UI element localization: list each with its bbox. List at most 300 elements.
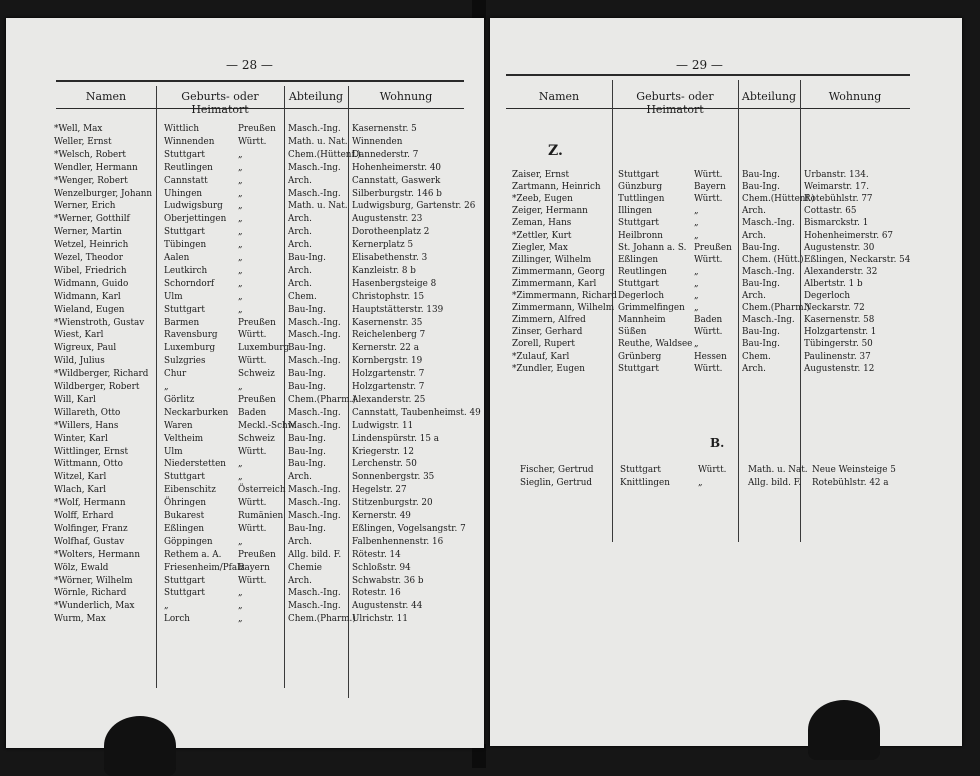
header-rule-top <box>56 80 464 82</box>
cell-residence: Cottastr. 65 <box>804 206 857 217</box>
cell-department: Chem.(Hüttenf.) <box>288 149 361 160</box>
cell-department: Masch.-Ing. <box>288 317 341 328</box>
cell-name: Wildberger, Robert <box>54 382 140 392</box>
cell-name: Wendler, Hermann <box>54 162 138 173</box>
cell-name: Zartmann, Heinrich <box>512 182 601 193</box>
cell-department: Arch. <box>742 363 766 374</box>
cell-residence: Cannstatt, Taubenheimst. 49 <box>352 407 481 418</box>
cell-residence: Lerchenstr. 50 <box>352 459 417 470</box>
cell-residence: Holzgartenstr. 1 <box>804 327 877 338</box>
cell-state: „ <box>694 230 699 241</box>
cell-residence: Schloßstr. 94 <box>352 562 411 573</box>
cell-birthplace: Göppingen <box>164 536 213 547</box>
table-row <box>6 458 484 471</box>
table-row <box>6 239 484 252</box>
table-row <box>6 123 484 136</box>
table-row <box>6 226 484 239</box>
cell-residence: Falbenhennenstr. 16 <box>352 536 444 547</box>
table-row <box>6 252 484 265</box>
table-row <box>490 290 962 303</box>
cell-department: Bau-Ing. <box>288 369 326 380</box>
header-birthplace: Geburts- oder Heimatort <box>636 90 714 116</box>
cell-state: Hessen <box>694 351 727 362</box>
cell-birthplace: Aalen <box>164 253 190 263</box>
cell-department: Bau-Ing. <box>288 304 326 315</box>
cell-birthplace: Eßlingen <box>164 523 205 534</box>
cell-state: Preußen <box>694 242 732 253</box>
cell-birthplace: Stuttgart <box>164 304 205 315</box>
cell-department: Masch.-Ing. <box>742 315 795 326</box>
cell-birthplace: Lorch <box>164 614 190 625</box>
table-row <box>6 368 484 381</box>
table-row <box>490 254 962 267</box>
cell-name: Zimmermann, Georg <box>512 266 605 277</box>
cell-residence: Alexanderstr. 25 <box>352 394 426 405</box>
table-row <box>6 484 484 497</box>
table-row <box>490 464 962 477</box>
table-row <box>6 510 484 523</box>
cell-department: Arch. <box>288 240 312 251</box>
cell-residence: Holzgartenstr. 7 <box>352 382 425 392</box>
cell-state: Württ. <box>238 523 267 534</box>
cell-name: Wolfhaf, Gustav <box>54 536 125 547</box>
cell-name: *Wildberger, Richard <box>54 369 149 380</box>
cell-name: Zimmermann, Wilhelm <box>512 303 615 314</box>
cell-birthplace: Niederstetten <box>164 459 226 470</box>
cell-residence: Rötestr. 14 <box>352 549 401 560</box>
cell-residence: Augustenstr. 30 <box>804 242 875 253</box>
cell-name: *Welsch, Robert <box>54 149 126 160</box>
cell-department: Bau-Ing. <box>742 242 780 253</box>
cell-birthplace: „ <box>164 382 169 392</box>
cell-department: Arch. <box>288 214 312 225</box>
table-row <box>6 562 484 575</box>
header-residence: Wohnung <box>828 90 882 103</box>
cell-state: „ <box>694 278 699 289</box>
cell-birthplace: Grimmelfingen <box>618 303 685 314</box>
table-row <box>6 162 484 175</box>
cell-birthplace: Ulm <box>164 446 183 457</box>
cell-state: „ <box>238 459 243 470</box>
cell-name: *Werner, Gotthilf <box>54 214 130 225</box>
cell-residence: Hasenbergsteige 8 <box>352 278 437 289</box>
cell-residence: Kernerplatz 5 <box>352 240 414 251</box>
cell-department: Bau-Ing. <box>288 343 326 354</box>
cell-state: „ <box>238 162 243 173</box>
table-row <box>490 181 962 194</box>
cell-birthplace: Barmen <box>164 317 200 328</box>
cell-department: Arch. <box>288 175 312 186</box>
table-row <box>6 587 484 600</box>
cell-state: „ <box>698 477 703 488</box>
cell-state: Preußen <box>238 124 276 134</box>
cell-department: Chem. <box>742 351 771 362</box>
table-row <box>6 355 484 368</box>
cell-birthplace: Ravensburg <box>164 330 218 341</box>
cell-name: *Wörner, Wilhelm <box>54 575 133 586</box>
cell-state: „ <box>694 303 699 314</box>
cell-department: Masch.-Ing. <box>288 588 341 599</box>
cell-birthplace: Friesenheim/Pfalz <box>164 562 245 573</box>
cell-state: „ <box>238 175 243 186</box>
table-row <box>490 205 962 218</box>
cell-name: Wlach, Karl <box>54 485 107 496</box>
cell-department: Bau-Ing. <box>288 433 326 444</box>
cell-name: Winter, Karl <box>54 433 108 444</box>
cell-name: Will, Karl <box>54 394 96 405</box>
cell-birthplace: Veltheim <box>164 433 204 444</box>
cell-name: *Well, Max <box>54 124 103 134</box>
cell-residence: Schwabstr. 36 b <box>352 575 424 586</box>
cell-residence: Augustenstr. 23 <box>352 214 423 225</box>
cell-name: Fischer, Gertrud <box>520 465 594 475</box>
cell-name: Werner, Martin <box>54 227 122 238</box>
cell-birthplace: Grünberg <box>618 351 662 362</box>
cell-name: *Wolf, Hermann <box>54 498 126 509</box>
cell-state: „ <box>238 227 243 238</box>
cell-state: Preußen <box>238 549 276 560</box>
cell-name: Wibel, Friedrich <box>54 265 127 276</box>
cell-state: Baden <box>238 407 267 418</box>
header-department: Abteilung <box>741 90 797 103</box>
cell-state: Baden <box>694 315 723 326</box>
cell-department: Arch. <box>742 291 766 301</box>
cell-birthplace: Reuthe, Waldsee <box>618 339 693 350</box>
cell-birthplace: Süßen <box>618 327 647 338</box>
cell-residence: Augustenstr. 12 <box>804 363 875 374</box>
table-row <box>490 278 962 291</box>
cell-residence: Stitzenburgstr. 20 <box>352 498 433 509</box>
cell-name: Sieglin, Gertrud <box>520 477 593 488</box>
cell-residence: Hegelstr. 27 <box>352 485 407 496</box>
cell-residence: Silberburgstr. 146 b <box>352 188 442 199</box>
table-row <box>6 471 484 484</box>
cell-state: Württ. <box>694 170 723 180</box>
cell-birthplace: Stuttgart <box>618 170 659 180</box>
cell-department: Arch. <box>288 575 312 586</box>
cell-name: Wetzel, Heinrich <box>54 240 129 251</box>
cell-residence: Neue Weinsteige 5 <box>812 465 896 475</box>
cell-name: Wurm, Max <box>54 614 106 625</box>
cell-state: „ <box>238 536 243 547</box>
cell-residence: Neckarstr. 72 <box>804 303 865 314</box>
table-row <box>6 394 484 407</box>
cell-department: Masch.-Ing. <box>288 330 341 341</box>
cell-residence: Kernerstr. 22 a <box>352 343 419 354</box>
cell-state: Bayern <box>238 562 270 573</box>
cell-state: Preußen <box>238 317 276 328</box>
header-rule-top <box>506 74 910 76</box>
cell-name: *Wienstroth, Gustav <box>54 317 145 328</box>
cell-birthplace: Leutkirch <box>164 265 208 276</box>
table-row <box>6 265 484 278</box>
cell-birthplace: Görlitz <box>164 394 195 405</box>
cell-department: Chemie <box>288 562 322 573</box>
table-row <box>6 381 484 394</box>
cell-department: Arch. <box>288 278 312 289</box>
table-row <box>6 446 484 459</box>
table-row <box>6 200 484 213</box>
cell-department: Bau-Ing. <box>742 327 780 338</box>
cell-state: „ <box>238 614 243 625</box>
cell-state: Württ. <box>694 254 723 265</box>
cell-birthplace: Chur <box>164 369 187 380</box>
cell-residence: Reichelenberg 7 <box>352 330 426 341</box>
table-row <box>6 136 484 149</box>
cell-state: Schweiz <box>238 369 275 380</box>
cell-residence: Elisabethenstr. 3 <box>352 253 428 263</box>
cell-name: Wölz, Ewald <box>54 562 109 573</box>
header-birthplace: Geburts- oder Heimatort <box>181 90 259 116</box>
cell-residence: Rotebühlstr. 42 a <box>812 477 889 488</box>
cell-birthplace: Stuttgart <box>618 278 659 289</box>
cell-residence: Dorotheenplatz 2 <box>352 227 430 238</box>
cell-birthplace: Neckarburken <box>164 407 229 418</box>
cell-birthplace: Mannheim <box>618 315 666 326</box>
cell-name: *Wolters, Hermann <box>54 549 141 560</box>
cell-department: Chem.(Pharm.) <box>288 394 356 405</box>
header-residence: Wohnung <box>379 90 433 103</box>
cell-name: Zeman, Hans <box>512 218 572 229</box>
cell-state: Württ. <box>238 136 267 147</box>
cell-residence: Kriegerstr. 12 <box>352 446 414 457</box>
cell-state: „ <box>238 240 243 251</box>
cell-state: „ <box>238 382 243 392</box>
cell-state: Luxemburg <box>238 343 290 354</box>
table-row <box>490 242 962 255</box>
cell-residence: Ulrichstr. 11 <box>352 614 408 625</box>
table-row <box>6 278 484 291</box>
table-row <box>490 326 962 339</box>
cell-name: Zorell, Rupert <box>512 339 575 350</box>
cell-department: Chem.(Pharm.) <box>288 614 356 625</box>
cell-department: Masch.-Ing. <box>742 266 795 277</box>
cell-state: Württ. <box>694 327 723 338</box>
cell-residence: Ludwigsburg, Gartenstr. 26 <box>352 201 476 212</box>
cell-birthplace: Eibenschitz <box>164 485 216 496</box>
table-row <box>490 302 962 315</box>
section-letter: B. <box>710 436 725 450</box>
cell-state: „ <box>694 218 699 229</box>
cell-name: Willareth, Otto <box>54 407 121 418</box>
cell-residence: Eßlingen, Vogelsangstr. 7 <box>352 523 466 534</box>
table-row <box>490 314 962 327</box>
cell-state: „ <box>238 214 243 225</box>
cell-birthplace: Winnenden <box>164 136 215 147</box>
table-row <box>6 536 484 549</box>
right-page <box>490 18 962 746</box>
thumb-left <box>104 716 176 776</box>
cell-department: Bau-Ing. <box>742 170 780 180</box>
cell-residence: Albertstr. 1 b <box>804 278 863 289</box>
cell-birthplace: Wittlich <box>164 124 199 134</box>
cell-birthplace: Knittlingen <box>620 477 670 488</box>
cell-residence: Tübingerstr. 50 <box>804 339 873 350</box>
book-spine-top <box>472 0 486 20</box>
cell-birthplace: Günzburg <box>618 182 663 193</box>
table-row <box>6 149 484 162</box>
cell-name: Wild, Julius <box>54 356 105 367</box>
table-row <box>6 304 484 317</box>
cell-department: Math. u. Nat. <box>748 465 808 475</box>
cell-residence: Winnenden <box>352 136 403 147</box>
cell-name: Zeiger, Hermann <box>512 206 588 217</box>
table-row <box>6 575 484 588</box>
cell-department: Masch.-Ing. <box>288 124 341 134</box>
cell-department: Masch.-Ing. <box>742 218 795 229</box>
cell-birthplace: Rethem a. A. <box>164 549 222 560</box>
cell-birthplace: Stuttgart <box>618 363 659 374</box>
cell-birthplace: Oberjettingen <box>164 214 227 225</box>
cell-department: Masch.-Ing. <box>288 511 341 521</box>
cell-state: „ <box>694 291 699 301</box>
table-row <box>6 329 484 342</box>
cell-birthplace: Öhringen <box>164 498 207 509</box>
cell-name: Zillinger, Wilhelm <box>512 254 592 265</box>
cell-state: „ <box>238 149 243 160</box>
cell-department: Masch.-Ing. <box>288 407 341 418</box>
table-row <box>6 549 484 562</box>
cell-state: „ <box>238 304 243 315</box>
cell-residence: Hohenheimerstr. 40 <box>352 162 442 173</box>
cell-department: Bau-Ing. <box>288 253 326 263</box>
cell-name: Wolfinger, Franz <box>54 523 128 534</box>
cell-department: Chem. <box>288 291 317 302</box>
table-row <box>490 230 962 243</box>
cell-residence: Lindenspürstr. 15 a <box>352 433 439 444</box>
cell-name: Wolff, Erhard <box>54 511 114 521</box>
cell-birthplace: Stuttgart <box>620 465 661 475</box>
cell-department: Allg. bild. F. <box>748 477 802 488</box>
cell-state: „ <box>238 601 243 612</box>
page-number: — 29 — <box>676 58 723 72</box>
cell-state: Württ. <box>238 575 267 586</box>
cell-state: Rumänien <box>238 511 284 521</box>
cell-birthplace: Stuttgart <box>164 472 205 483</box>
cell-department: Arch. <box>288 536 312 547</box>
cell-department: Masch.-Ing. <box>288 485 341 496</box>
cell-state: Württ. <box>694 363 723 374</box>
cell-name: Wieland, Eugen <box>54 304 125 315</box>
cell-state: Preußen <box>238 394 276 405</box>
header-names: Namen <box>538 90 580 103</box>
cell-state: „ <box>238 588 243 599</box>
cell-department: Masch.-Ing. <box>288 498 341 509</box>
cell-residence: Rotestr. 16 <box>352 588 401 599</box>
cell-state: „ <box>238 278 243 289</box>
table-row <box>6 188 484 201</box>
cell-department: Bau-Ing. <box>288 446 326 457</box>
cell-residence: Kornbergstr. 19 <box>352 356 423 367</box>
cell-name: Wiest, Karl <box>54 330 104 341</box>
cell-name: Wezel, Theodor <box>54 253 123 263</box>
table-row <box>6 600 484 613</box>
cell-name: Zimmern, Alfred <box>512 315 586 326</box>
table-row <box>6 420 484 433</box>
cell-residence: Paulinenstr. 37 <box>804 351 871 362</box>
cell-state: „ <box>238 201 243 212</box>
cell-residence: Kasernenstr. 5 <box>352 124 417 134</box>
cell-state: Württ. <box>238 330 267 341</box>
cell-birthplace: Stuttgart <box>164 575 205 586</box>
cell-state: Österreich <box>238 485 286 496</box>
cell-state: „ <box>694 266 699 277</box>
cell-department: Chem.(Pharm.) <box>742 303 810 314</box>
cell-state: „ <box>694 339 699 350</box>
cell-department: Arch. <box>288 265 312 276</box>
table-row <box>6 175 484 188</box>
cell-department: Bau-Ing. <box>288 382 326 392</box>
cell-residence: Kernerstr. 49 <box>352 511 411 521</box>
header-department: Abteilung <box>288 90 344 103</box>
cell-department: Bau-Ing. <box>288 459 326 470</box>
cell-name: Zaiser, Ernst <box>512 170 570 180</box>
cell-state: „ <box>238 291 243 302</box>
cell-department: Masch.-Ing. <box>288 356 341 367</box>
cell-residence: Kasernenstr. 35 <box>352 317 423 328</box>
cell-name: *Zimmermann, Richard <box>512 291 618 301</box>
table-row <box>490 169 962 182</box>
cell-residence: Holzgartenstr. 7 <box>352 369 425 380</box>
cell-department: Bau-Ing. <box>288 523 326 534</box>
cell-residence: Hauptstätterstr. 139 <box>352 304 444 315</box>
cell-residence: Eßlingen, Neckarstr. 54 <box>804 254 911 265</box>
cell-department: Allg. bild. F. <box>288 549 342 560</box>
cell-name: Zimmermann, Karl <box>512 278 597 289</box>
table-row <box>6 407 484 420</box>
cell-department: Arch. <box>742 230 766 241</box>
cell-department: Bau-Ing. <box>742 339 780 350</box>
cell-name: *Willers, Hans <box>54 420 119 431</box>
cell-department: Bau-Ing. <box>742 182 780 193</box>
cell-state: „ <box>238 265 243 276</box>
cell-state: Meckl.-Schw. <box>238 420 297 431</box>
section-letter: Z. <box>548 143 563 159</box>
cell-name: Witzel, Karl <box>54 472 107 483</box>
cell-birthplace: Waren <box>164 420 193 431</box>
cell-residence: Degerloch <box>804 291 851 301</box>
cell-department: Bau-Ing. <box>742 278 780 289</box>
cell-name: Ziegler, Max <box>512 242 568 253</box>
cell-name: Zinser, Gerhard <box>512 327 583 338</box>
cell-name: *Zettler, Kurt <box>512 230 572 241</box>
cell-residence: Dannederstr. 7 <box>352 149 419 160</box>
cell-department: Arch. <box>288 227 312 238</box>
cell-birthplace: Degerloch <box>618 291 665 301</box>
table-row <box>6 613 484 626</box>
table-row <box>490 477 962 490</box>
cell-residence: Weimarstr. 17. <box>804 182 870 193</box>
cell-department: Masch.-Ing. <box>288 420 341 431</box>
table-row <box>490 363 962 376</box>
cell-residence: Christophstr. 15 <box>352 291 425 302</box>
cell-birthplace: Ulm <box>164 291 183 302</box>
cell-department: Math. u. Nat. <box>288 201 348 212</box>
cell-birthplace: Schorndorf <box>164 278 215 289</box>
cell-residence: Hohenheimerstr. 67 <box>804 230 894 241</box>
cell-name: *Wunderlich, Max <box>54 601 135 612</box>
cell-birthplace: Eßlingen <box>618 254 659 265</box>
cell-name: Werner, Erich <box>54 201 116 212</box>
cell-birthplace: Tuttlingen <box>618 194 665 205</box>
cell-department: Math. u. Nat. <box>288 136 348 147</box>
cell-residence: Bismarckstr. 1 <box>804 218 869 229</box>
cell-department: Arch. <box>288 472 312 483</box>
cell-residence: Cannstatt, Gaswerk <box>352 175 441 186</box>
cell-birthplace: Bukarest <box>164 511 205 521</box>
cell-residence: Alexanderstr. 32 <box>804 266 878 277</box>
table-row <box>6 342 484 355</box>
